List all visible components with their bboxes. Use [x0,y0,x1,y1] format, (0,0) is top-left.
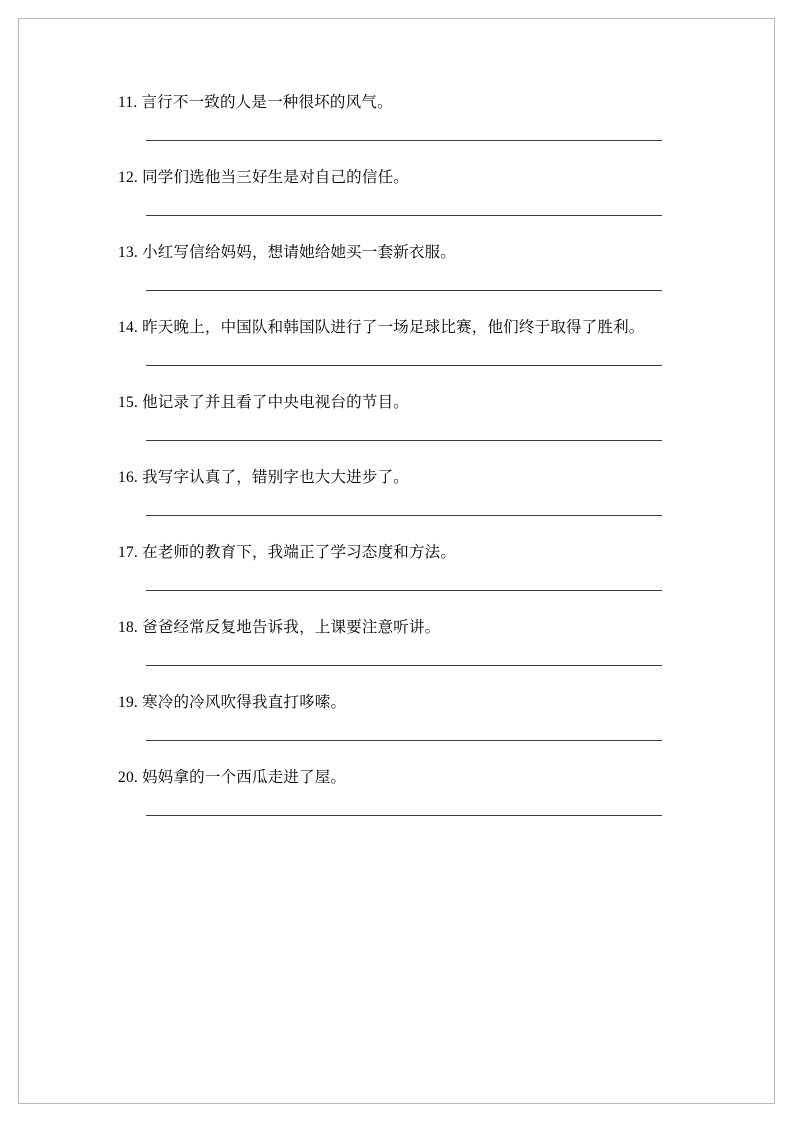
answer-line[interactable] [146,215,662,216]
question-number: 15. [118,394,138,411]
question-number: 13. [118,244,138,261]
list-item [118,88,678,141]
answer-line[interactable] [146,665,662,666]
answer-line[interactable] [146,140,662,141]
question-number: 18. [118,619,138,636]
question-text [118,463,678,493]
question-text [118,613,678,643]
question-number: 19. [118,694,138,711]
question-text [118,538,678,568]
question-number: 16. [118,469,138,486]
answer-line[interactable] [146,740,662,741]
question-text [118,763,678,793]
question-text [118,688,678,718]
question-body: 我写字认真了，错别字也大大进步了。 [142,469,409,486]
question-body: 他记录了并且看了中央电视台的节目。 [142,394,409,411]
list-item [118,688,678,741]
question-body: 小红写信给妈妈，想请她给她买一套新衣服。 [142,244,457,261]
answer-line[interactable] [146,815,662,816]
question-number: 11. [118,94,138,111]
question-number: 14. [118,319,138,336]
question-text [118,388,678,418]
list-item [118,763,678,816]
question-body: 寒冷的冷风吹得我直打哆嗦。 [142,694,347,711]
list-item [118,463,678,516]
question-body: 妈妈拿的一个西瓜走进了屋。 [142,769,347,786]
answer-line[interactable] [146,365,662,366]
question-body: 同学们选他当三好生是对自己的信任。 [142,169,409,186]
question-text [118,163,678,193]
list-item [118,238,678,291]
answer-line[interactable] [146,440,662,441]
question-list [118,88,678,816]
question-number: 20. [118,769,138,786]
question-body: 爸爸经常反复地告诉我，上课要注意听讲。 [142,619,441,636]
answer-line[interactable] [146,590,662,591]
answer-line[interactable] [146,515,662,516]
question-number: 17. [118,544,138,561]
question-text [118,313,678,343]
question-body: 在老师的教育下，我端正了学习态度和方法。 [142,544,457,561]
answer-line[interactable] [146,290,662,291]
list-item [118,163,678,216]
list-item [118,613,678,666]
list-item [118,538,678,591]
question-number: 12. [118,169,138,186]
question-text [118,238,678,268]
question-body: 昨天晚上，中国队和韩国队进行了一场足球比赛，他们终于取得了胜利。 [142,319,645,336]
question-body: 言行不一致的人是一种很坏的风气。 [141,94,393,111]
list-item [118,388,678,441]
question-text [118,88,678,118]
list-item [118,313,678,366]
